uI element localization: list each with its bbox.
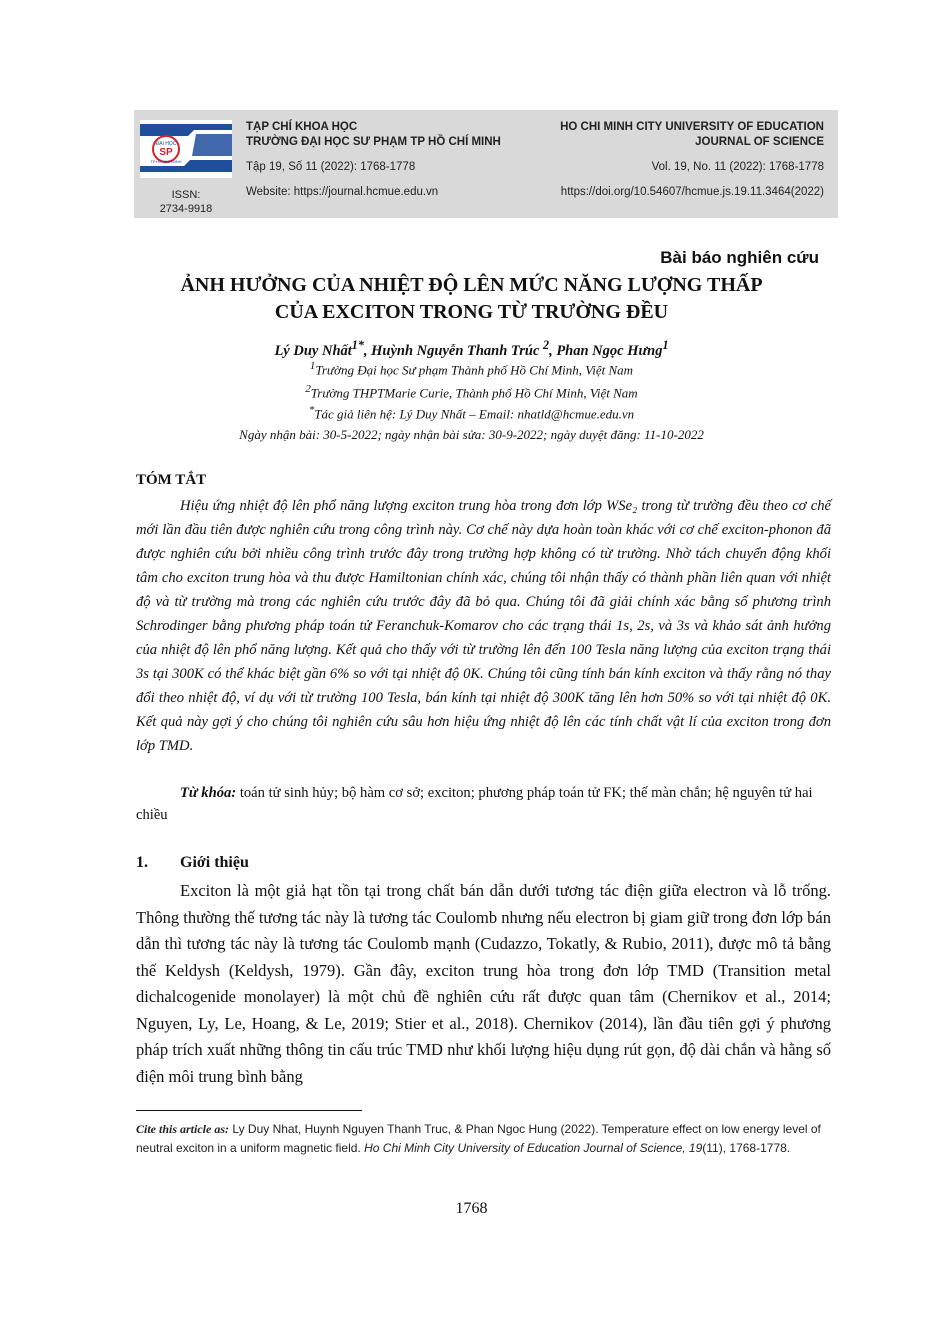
author-list [100, 338, 843, 360]
abstract-heading: TÓM TẮT [136, 472, 207, 488]
section-number: 1. [136, 854, 148, 871]
author-1-sup: 1* [351, 338, 364, 352]
citation-footnote [136, 1120, 831, 1157]
university-name-en: HO CHI MINH CITY UNIVERSITY OF EDUCATION [560, 121, 824, 133]
affiliation-2: $^2$Trường THPTMarie Curie, Thành phố Hồ Chí Minh, Việt Nam [305, 383, 638, 401]
header-left [246, 120, 566, 200]
journal-header [134, 110, 838, 218]
doi-link[interactable]: https://doi.org/10.54607/hcmue.js.19.11.3464(2022) [560, 186, 824, 198]
intro-paragraph: Exciton là một giả hạt tồn tại trong chất bán dẫn dưới tương tác điện giữa electron và lỗ trống. Thông thường thế tương tác này là tương tác Coulomb nhưng nếu electron bị giam giữ trong đơn lớp bán dẫn thì tương tác này là tương tác Coulomb mạnh (Cudazzo, Tokatly, & Rubio, 2011), được mô tả bằng thế Keldysh (Keldysh, 1979). Gần đây, exciton trung hòa trong đơn lớp TMD (Transition metal dichalcogenide monolayer) là một chủ đề nghiên cứu rất được quan tâm (Chernikov et al., 2014; Nguyen, Ly, Le, Hoang, & Le, 2019; Stier et al., 2018). Chernikov (2014), lần đầu tiên gợi ý phương pháp trích xuất những thông tin cấu trúc TMD như khối lượng hiệu dụng rút gọn, độ dài chắn và hằng số điện môi trung bình bằng [136, 881, 831, 1086]
article-type: Bài báo nghiên cứu [660, 248, 819, 267]
section-title: Giới thiệu [180, 854, 249, 871]
keywords [136, 782, 831, 826]
issue-en: Vol. 19, No. 11 (2022): 1768-1778 [651, 161, 824, 173]
keywords-list: toán tử sinh hủy; bộ hàm cơ sở; exciton; phương pháp toán tử FK; thế màn chắn; hệ nguyên tử hai chiều [136, 785, 813, 823]
university-name-vi: TRƯỜNG ĐẠI HỌC SƯ PHẠM TP HỒ CHÍ MINH [246, 136, 501, 148]
journal-name-en: JOURNAL OF SCIENCE [695, 136, 824, 148]
author-3-sup: 1 [662, 338, 669, 352]
issn-label: ISSN: [171, 189, 201, 201]
citation-label: Cite this article as: [136, 1122, 229, 1136]
submission-dates: Ngày nhận bài: 30-5-2022; ngày nhận bài sửa: 30-9-2022; ngày duyệt đăng: 11-10-2022 [239, 427, 704, 442]
keywords-label: Từ khóa: [180, 785, 237, 801]
author-3: , Phan Ngọc Hưng [549, 342, 663, 359]
issn-block [134, 188, 238, 216]
footnote-divider [136, 1110, 362, 1111]
journal-name-vi: TẠP CHÍ KHOA HỌC [246, 121, 358, 133]
website-link[interactable]: Website: https://journal.hcmue.edu.vn [246, 186, 439, 198]
issue-vi: Tập 19, Số 11 (2022): 1768-1778 [246, 161, 416, 173]
corresponding-author: *Tác giả liên hệ: Lý Duy Nhất – Email: nhatld@hcmue.edu.vn [308, 404, 635, 422]
page-number: 1768 [455, 1200, 488, 1217]
university-logo [134, 116, 238, 182]
author-2-sup: 2 [543, 338, 550, 352]
title-line-2: CỦA EXCITON TRONG TỪ TRƯỜNG ĐỀU [274, 301, 669, 323]
svg-text:TP.HỒ CHÍ MINH: TP.HỒ CHÍ MINH [150, 159, 182, 164]
intro-heading [136, 854, 249, 872]
abstract-text: Hiệu ứng nhiệt độ lên phổ năng lượng exciton trung hòa trong đơn lớp WSe₂ trong từ trường đều theo cơ chế mới lần đầu tiên được nghiên cứu trong công trình này. Cơ chế này dựa hoàn toàn khác với cơ chế exciton-phonon đã được nghiên cứu bởi nhiều công trình trước đây trong trường hợp không có từ trường. Nhờ tách chuyển động khối tâm cho exciton trung hòa và thu được Hamiltonian chính xác, chúng tôi nhận thấy có thành phần liên quan với nhiệt độ và từ trường mà trong các nghiên cứu trước đây đã bỏ qua. Chúng tôi đã giải chính xác bằng số phương trình Schrodinger bằng phương pháp toán tử Feranchuk-Komarov cho các trạng thái 1s, 2s, và 3s và khảo sát ảnh hưởng của nhiệt độ lên phổ năng lượng. Kết quả cho thấy với từ trường lên đến 100 Tesla năng lượng của exciton trạng thái 3s tại 300K có thể khác biệt gần 6% so với tại nhiệt độ 0K. Chúng tôi cũng tính bán kính exciton và thấy rằng nó thay đổi theo nhiệt độ, ví dụ với từ trường 100 Tesla, bán kính tại nhiệt độ 300K tăng lên hơn 50% so với tại nhiệt độ 0K. Kết quả này gợi ý cho chúng tôi nghiên cứu sâu hơn hiệu ứng nhiệt độ lên các tính chất vật lí của exciton trong đơn lớp TMD. [136, 498, 831, 754]
author-1: Lý Duy Nhất [274, 342, 352, 359]
affiliation-1: $^1$Trường Đại học Sư phạm Thành phố Hồ Chí Minh, Việt Nam [309, 360, 634, 378]
header-right [524, 120, 824, 200]
title-line-1: ẢNH HƯỞNG CỦA NHIỆT ĐỘ LÊN MỨC NĂNG LƯỢNG THẤP [180, 274, 763, 296]
article-title [100, 272, 843, 326]
citation-journal: Ho Chi Minh City University of Education Journal of Science, 19 [364, 1140, 703, 1155]
citation-text: Ly Duy Nhat, Huynh Nguyen Thanh Truc, & Phan Ngoc Hung (2022). Temperature effect on low energy level of neutral exciton in a uniform magnetic field. [136, 1122, 821, 1155]
citation-pages: (11), 1768-1778. [702, 1140, 791, 1155]
svg-text:ĐẠI HỌC: ĐẠI HỌC [155, 141, 177, 147]
svg-text:SP: SP [159, 147, 173, 158]
author-2: , Huỳnh Nguyễn Thanh Trúc [363, 342, 544, 359]
issn-value: 2734-9918 [159, 203, 213, 215]
